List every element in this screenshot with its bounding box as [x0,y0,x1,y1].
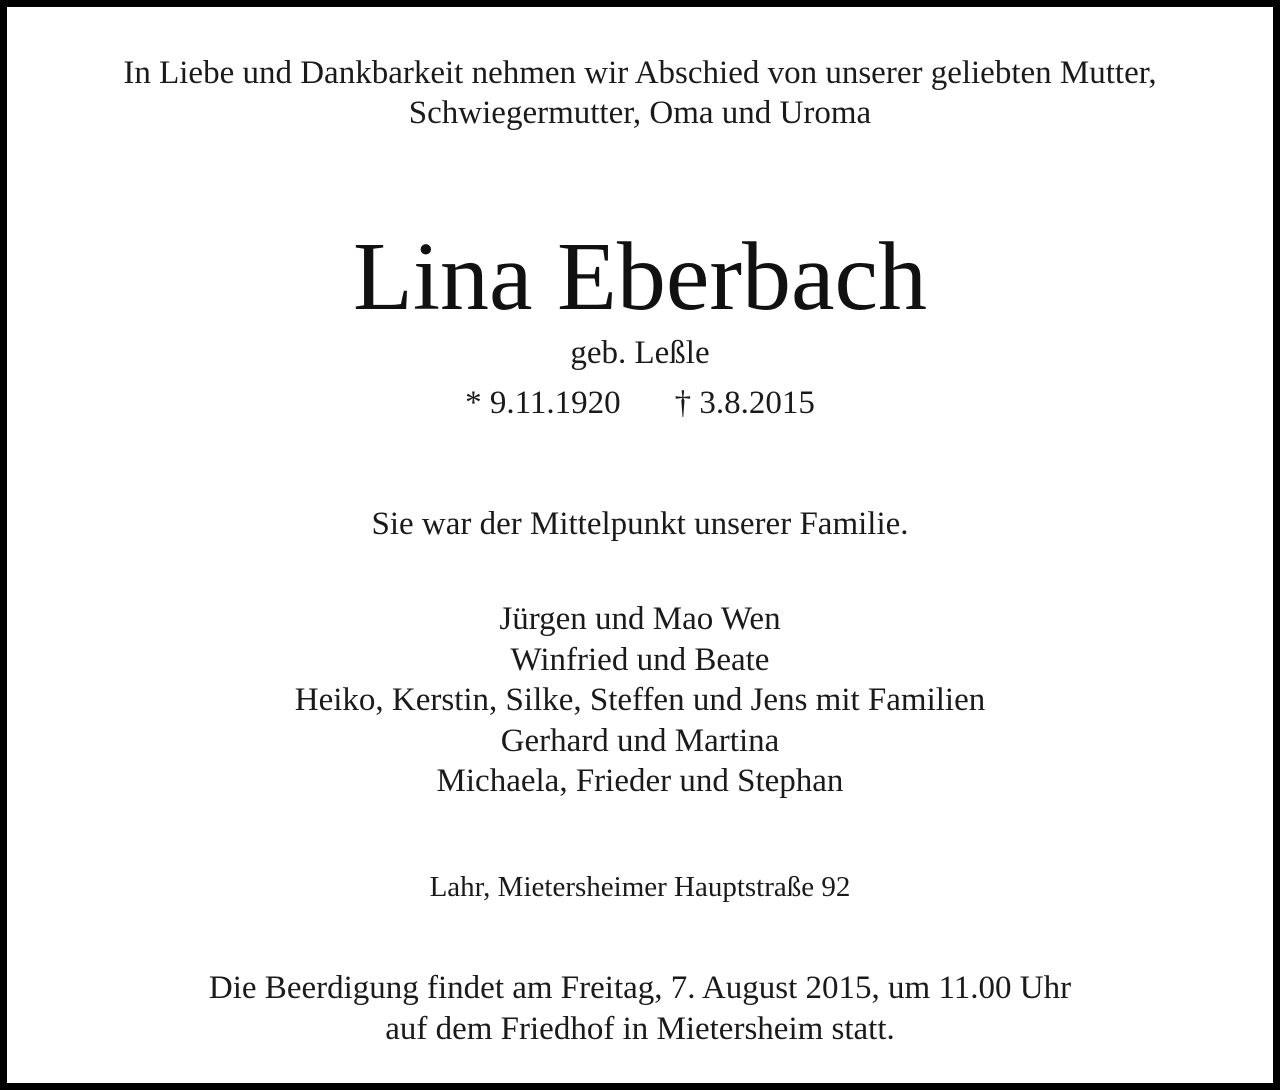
life-dates [7,383,1273,423]
family-address: Lahr, Mietersheimer Hauptstraße 92 [429,871,851,903]
birth-date: * 9.11.1920 [465,385,621,421]
intro-line-1: In Liebe und Dankbarkeit nehmen wir Abschied von unserer geliebten Mutter, [123,55,1157,91]
maiden-name: geb. Leßle [570,335,710,371]
deceased-name: Lina Eberbach [352,223,928,331]
intro-line-2: Schwiegermutter, Oma und Uroma [408,95,872,131]
family-member-line: Gerhard und Martina [500,722,780,759]
family-member-line: Heiko, Kerstin, Silke, Steffen und Jens mit Familien [294,682,986,718]
funeral-line-2: auf dem Friedhof in Mietersheim statt. [385,1011,895,1047]
funeral-details [7,968,1273,1050]
death-date: † 3.8.2015 [674,385,815,421]
family-member-line: Winfried und Beate [510,641,770,678]
family-member-line: Michaela, Frieder und Stephan [436,763,844,799]
intro-text [7,53,1273,133]
family-member-line: Jürgen und Mao Wen [499,601,781,637]
family-list [7,599,1273,802]
memorial-quote: Sie war der Mittelpunkt unserer Familie. [371,506,909,542]
funeral-line-1: Die Beerdigung findet am Freitag, 7. August 2015, um 11.00 Uhr [208,970,1072,1006]
